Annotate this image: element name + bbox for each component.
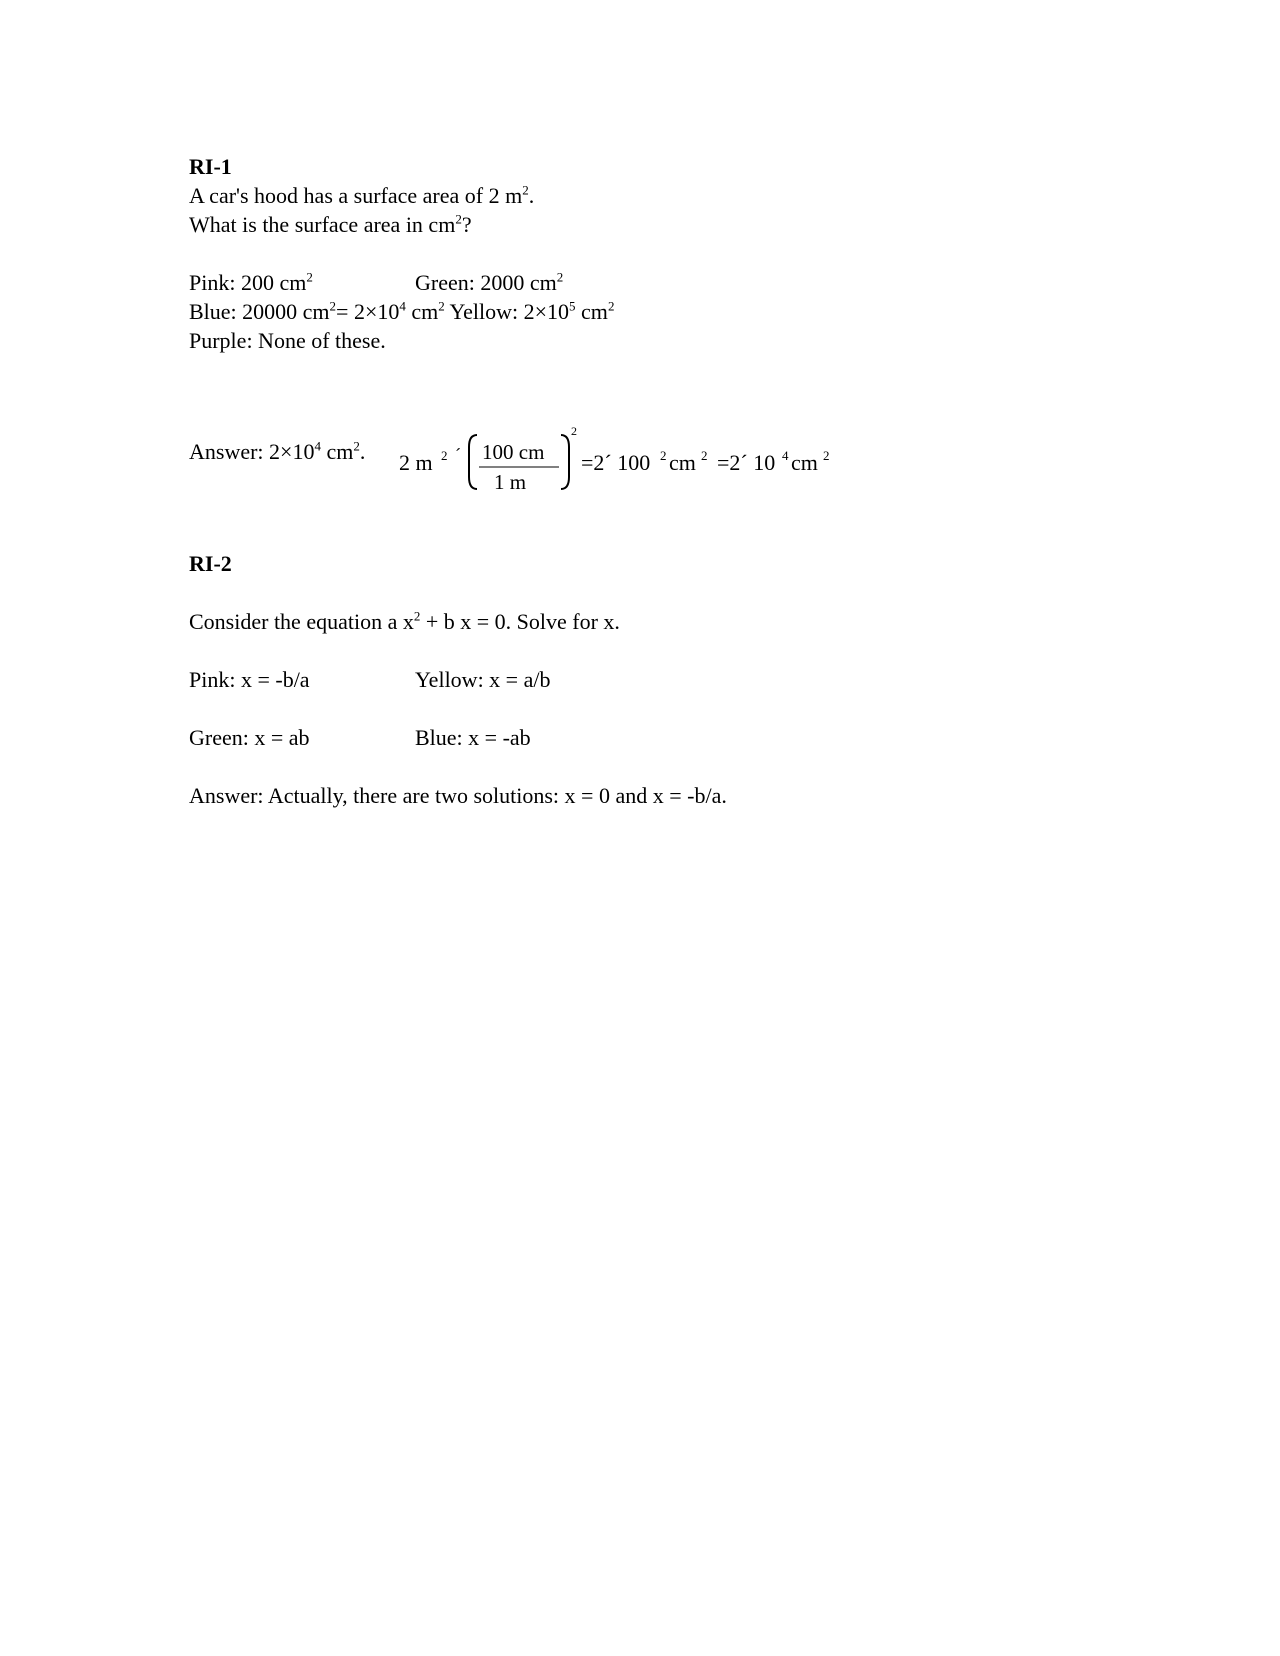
equation-middle-unit-exponent: 2 (701, 448, 708, 463)
option-green (415, 268, 563, 297)
superscript: 2 (306, 269, 313, 285)
equation-rhs-unit: cm (791, 450, 818, 475)
option-pink (189, 270, 313, 295)
punctuation: . (528, 183, 535, 208)
answer-text: cm (320, 439, 354, 464)
right-bracket (561, 435, 569, 489)
superscript: 5 (569, 298, 576, 314)
ri2-option-row-2 (189, 723, 1189, 752)
superscript: 2 (455, 211, 462, 227)
ri2-question-text: Consider the equation a x (189, 609, 414, 634)
option-yellow-text: Yellow: 2×10 (449, 299, 570, 324)
ri1-answer-label (189, 437, 365, 466)
spacer (189, 752, 1189, 781)
fraction-denominator: 1 m (494, 470, 527, 494)
punctuation: . (359, 439, 366, 464)
question-title-ri2: RI-2 (189, 551, 232, 576)
superscript: 2 (329, 298, 337, 314)
times-sign: ´ (455, 445, 461, 465)
superscript: 2 (413, 608, 421, 624)
option-yellow-text: cm (575, 299, 608, 324)
option-yellow: Yellow: x = a/b (415, 667, 551, 692)
equation-rhs-exponent: 4 (782, 448, 789, 463)
ri1-question-line1-text: A car's hood has a surface area of 2 m (189, 183, 523, 208)
equation-middle-exponent: 2 (660, 448, 667, 463)
equation-lhs-exponent: 2 (441, 448, 448, 463)
option-green-text: Green: 2000 cm (415, 270, 557, 295)
ri2-option-row-1 (189, 665, 1189, 694)
option-blue-text: cm (405, 299, 439, 324)
spacer (189, 694, 1189, 723)
bracket-exponent: 2 (571, 424, 577, 438)
equation-lhs: 2 m (399, 450, 433, 475)
superscript: 2 (556, 269, 564, 285)
option-purple: Purple: None of these. (189, 328, 386, 353)
ri1-question-line2 (189, 210, 1189, 239)
ri1-option-row-1 (189, 268, 1189, 297)
option-blue-text: Blue: 20000 cm (189, 299, 330, 324)
option-green: Green: x = ab (189, 725, 310, 750)
answer-text: Answer: 2×10 (189, 439, 315, 464)
punctuation: ? (461, 212, 472, 237)
option-yellow (449, 299, 614, 324)
ri2-question-text: + b x = 0. Solve for x. (420, 609, 620, 634)
spacer (189, 636, 1189, 665)
ri1-answer (189, 413, 1189, 493)
ri1-option-row-3 (189, 326, 1189, 355)
left-bracket (469, 435, 477, 489)
equation-rhs-unit-exponent: 2 (823, 448, 830, 463)
superscript: 2 (607, 298, 615, 314)
option-pink: Pink: x = -b/a (189, 667, 310, 692)
superscript: 2 (522, 182, 529, 198)
unit-conversion-equation (399, 413, 1079, 493)
superscript: 2 (438, 298, 445, 314)
spacer (189, 578, 1189, 607)
superscript: 2 (353, 438, 360, 454)
question-title-ri1: RI-1 (189, 154, 232, 179)
equation-middle: =2´ 100 (581, 450, 651, 475)
equation-middle-unit: cm (669, 450, 696, 475)
option-blue-text: = 2×10 (336, 299, 400, 324)
ri2-answer: Answer: Actually, there are two solutions: x = 0 and x = -b/a. (189, 783, 727, 808)
equation-rhs: =2´ 10 (717, 450, 776, 475)
spacer (189, 239, 1189, 268)
ri2-question (189, 607, 1189, 636)
option-blue (189, 299, 445, 324)
superscript: 4 (399, 298, 406, 314)
option-blue: Blue: x = -ab (415, 725, 531, 750)
document-page (189, 152, 1189, 810)
ri1-question-line2-text: What is the surface area in cm (189, 212, 456, 237)
ri1-question-line1 (189, 181, 1189, 210)
ri2-section (189, 549, 1189, 810)
option-pink-text: Pink: 200 cm (189, 270, 307, 295)
fraction-numerator: 100 cm (482, 440, 545, 464)
ri1-option-row-2 (189, 297, 1189, 326)
superscript: 4 (314, 438, 321, 454)
